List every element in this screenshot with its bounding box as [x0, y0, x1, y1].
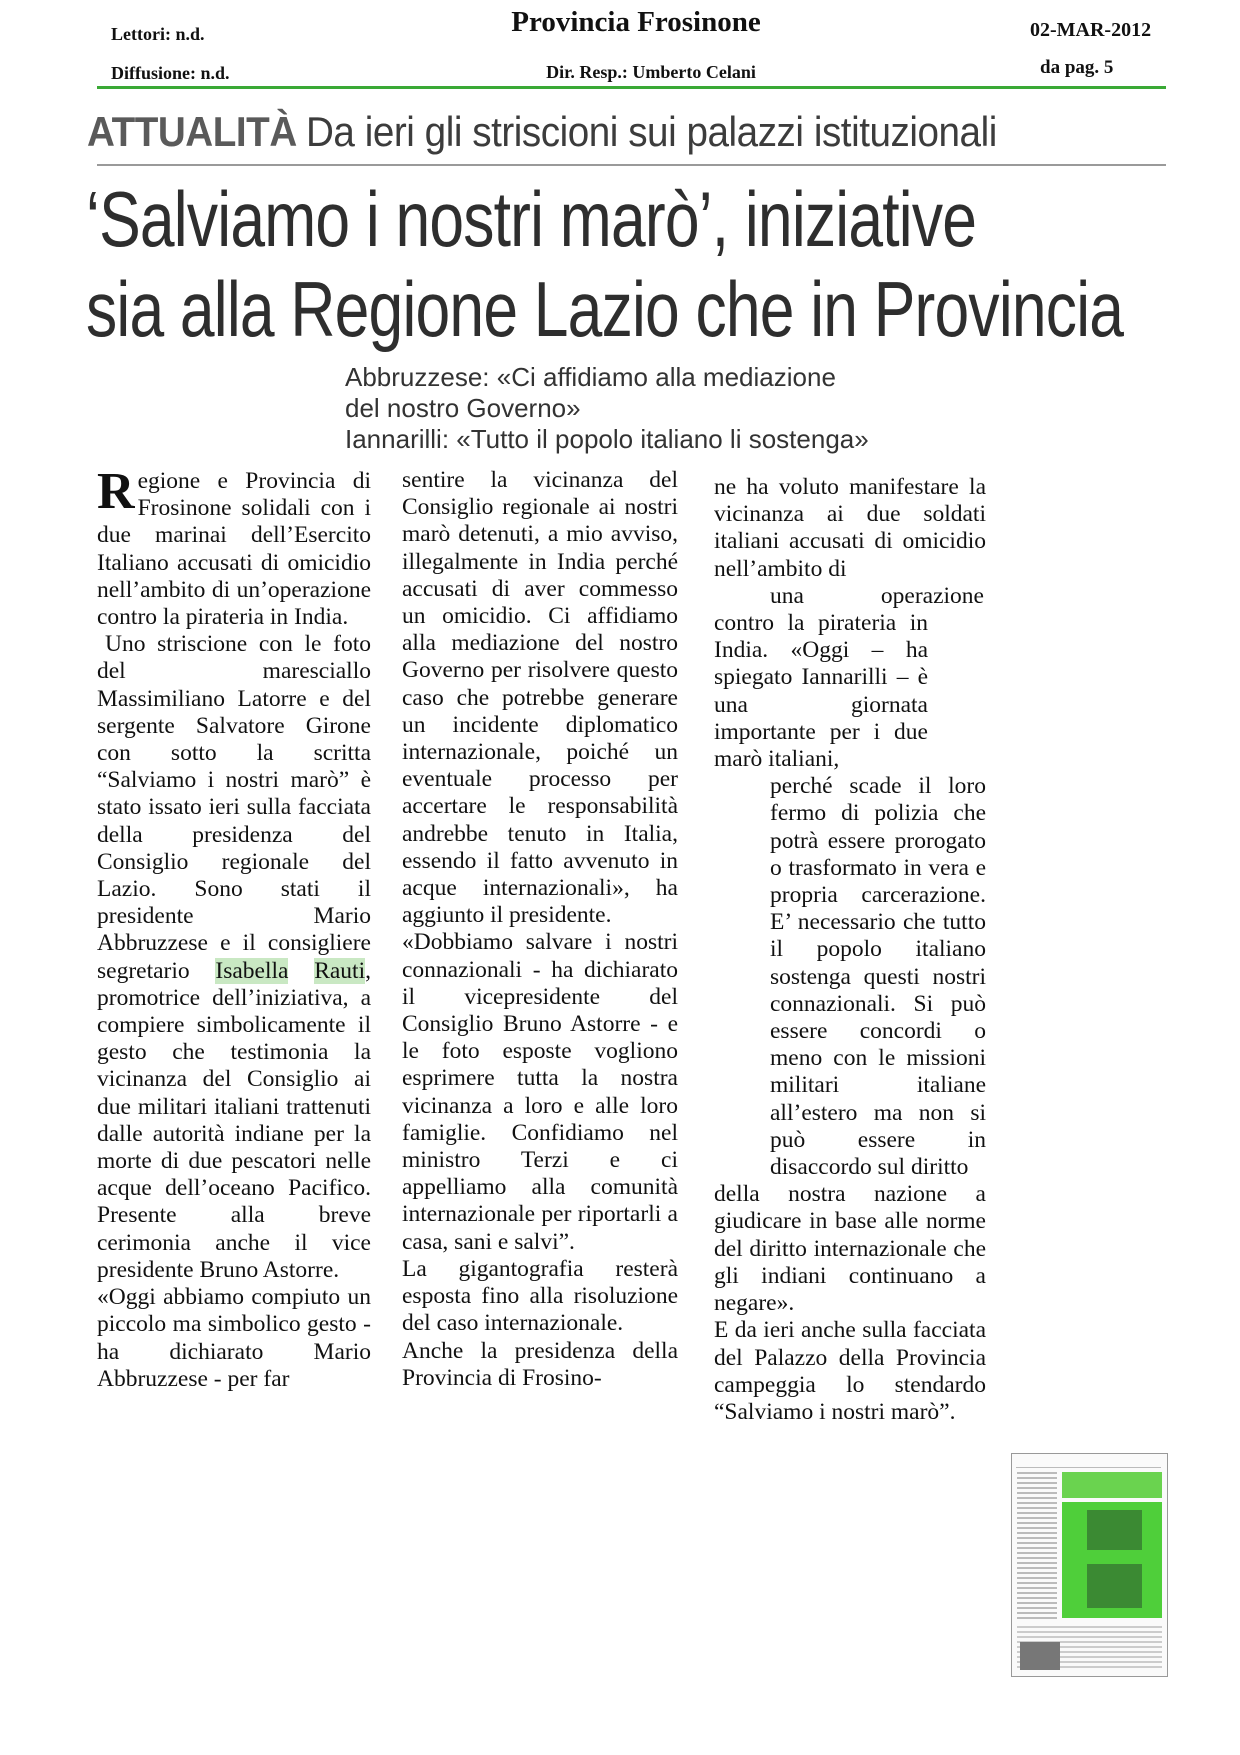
article-subtitle — [345, 362, 869, 455]
paragraph: della nostra nazione a giudicare in base alle norme del diritto internazionale che gli indiani continuano a negare». — [714, 1181, 986, 1317]
subtitle-line-1: Abbruzzese: «Ci affidiamo alla mediazione — [345, 362, 836, 392]
headline-line-2: sia alla Regione Lazio che in Provincia — [86, 265, 1124, 353]
director-label: Dir. Resp.: Umberto Celani — [546, 62, 756, 82]
readers-label: Lettori: n.d. — [111, 24, 205, 44]
paragraph: La gigantografia resterà esposta fino alla risoluzione del caso internazionale. — [402, 1255, 678, 1337]
paragraph-text: egione e Provincia di Frosinone solidali con i due marinai dell’Esercito Italiano accusati di omicidio nell’ambito di un’operazione contro la pirateria in India. — [97, 468, 371, 631]
thumbnail-photo — [1087, 1510, 1142, 1550]
paragraph: E da ieri anche sulla facciata del Palazzo della Provincia campeggia lo stendardo “Salviamo i nostri marò”. — [714, 1317, 986, 1425]
paragraph: «Dobbiamo salvare i nostri connazionali - ha dichiarato il vicepresidente del Consiglio Bruno Astorre - e le foto esposte vogliono esprimere tutta la nostra vicinanza a loro e alle loro famiglie. Confidiamo nel ministro Terzi e ci appelliamo alla comunità internazionale per riportarli a casa, sani e salvi”. — [402, 929, 678, 1255]
kicker-text: Da ieri gli striscioni sui palazzi istituzionali — [305, 108, 997, 155]
circulation-label: Diffusione: n.d. — [111, 63, 230, 83]
article-headline — [86, 174, 1123, 354]
drop-cap: R — [97, 463, 135, 520]
subtitle-line-3: Iannarilli: «Tutto il popolo italiano li sostenga» — [345, 424, 869, 454]
thumbnail-photo — [1020, 1642, 1060, 1670]
paragraph: contro la pirateria in India. «Oggi – ha spiegato Iannarilli – è una giornata importante per i due marò italiani, — [714, 610, 928, 773]
article-column-1 — [97, 463, 371, 1393]
paragraph: perché scade il loro fermo di polizia che potrà essere prorogato o trasformato in vera e propria carcerazione. E’ necessario che tutto il popolo italiano sostenga questi nostri connazionali. Si può essere concordi o meno con le missioni militari italiane all’estero ma non si può essere in disaccordo sul diritto — [770, 773, 986, 1181]
paragraph: Anche la presidenza della Provincia di Frosino- — [402, 1337, 678, 1391]
paragraph-text: , promotrice dell’iniziativa, a compiere simbolicamente il gesto che testimonia la vicinanza del Consiglio ai due militari italiani trattenuti dalle autorità indiane per la morte di due pescatori nelle acque dell’oceano Pacifico. Presente alla breve cerimonia anche il vice presidente Bruno Astorre. — [97, 957, 371, 1283]
thumbnail-highlight — [1062, 1472, 1162, 1498]
paragraph: una operazione — [770, 582, 984, 609]
subtitle-line-2: del nostro Governo» — [345, 393, 581, 423]
highlighted-name: Rauti — [314, 957, 366, 984]
section-kicker — [87, 108, 997, 156]
paragraph: «Oggi abbiamo compiuto un piccolo ma simbolico gesto - ha dichiarato Mario Abbruzzese - per far — [97, 1284, 371, 1392]
kicker-divider — [97, 164, 1166, 166]
issue-date: 02-MAR-2012 — [1030, 19, 1152, 41]
headline-line-1: ‘Salviamo i nostri marò’, iniziative — [86, 175, 977, 263]
header-divider — [97, 86, 1166, 89]
paragraph — [97, 463, 371, 631]
paragraph: sentire la vicinanza del Consiglio regionale ai nostri marò detenuti, a mio avviso, illegalmente in India perché accusati di aver commesso un omicidio. Ci affidiamo alla mediazione del nostro Governo per risolvere questo caso che potrebbe generare un incidente diplomatico internazionale, poiché un eventuale processo per accertare le responsabilità andrebbe tenuto in Italia, essendo il fatto avvenuto in acque internazionali», ha aggiunto il presidente. — [402, 467, 678, 929]
paragraph-text: Uno striscione con le foto del maresciallo Massimiliano Latorre e del sergente Salvatore Girone con sotto la scritta “Salviamo i nostri marò” è stato issato ieri sulla facciata della presidenza del Consiglio regionale del Lazio. Sono stati il presidente Mario Abbruzzese e il consigliere segretario — [97, 631, 371, 984]
thumbnail-photo — [1087, 1564, 1142, 1608]
article-column-3 — [714, 474, 986, 1426]
newspaper-title: Provincia Frosinone — [511, 6, 761, 38]
page-number: da pag. 5 — [1040, 57, 1114, 78]
highlighted-name: Isabella — [215, 957, 289, 984]
paragraph: ne ha voluto manifestare la vicinanza ai due soldati italiani accusati di omicidio nell’ambito di — [714, 474, 986, 582]
page-thumbnail — [1011, 1453, 1168, 1677]
article-column-2 — [402, 467, 678, 1392]
section-label: ATTUALITÀ — [87, 108, 297, 155]
thumbnail-text-column — [1017, 1472, 1057, 1622]
paragraph — [97, 631, 371, 1284]
thumbnail-header — [1016, 1457, 1161, 1468]
